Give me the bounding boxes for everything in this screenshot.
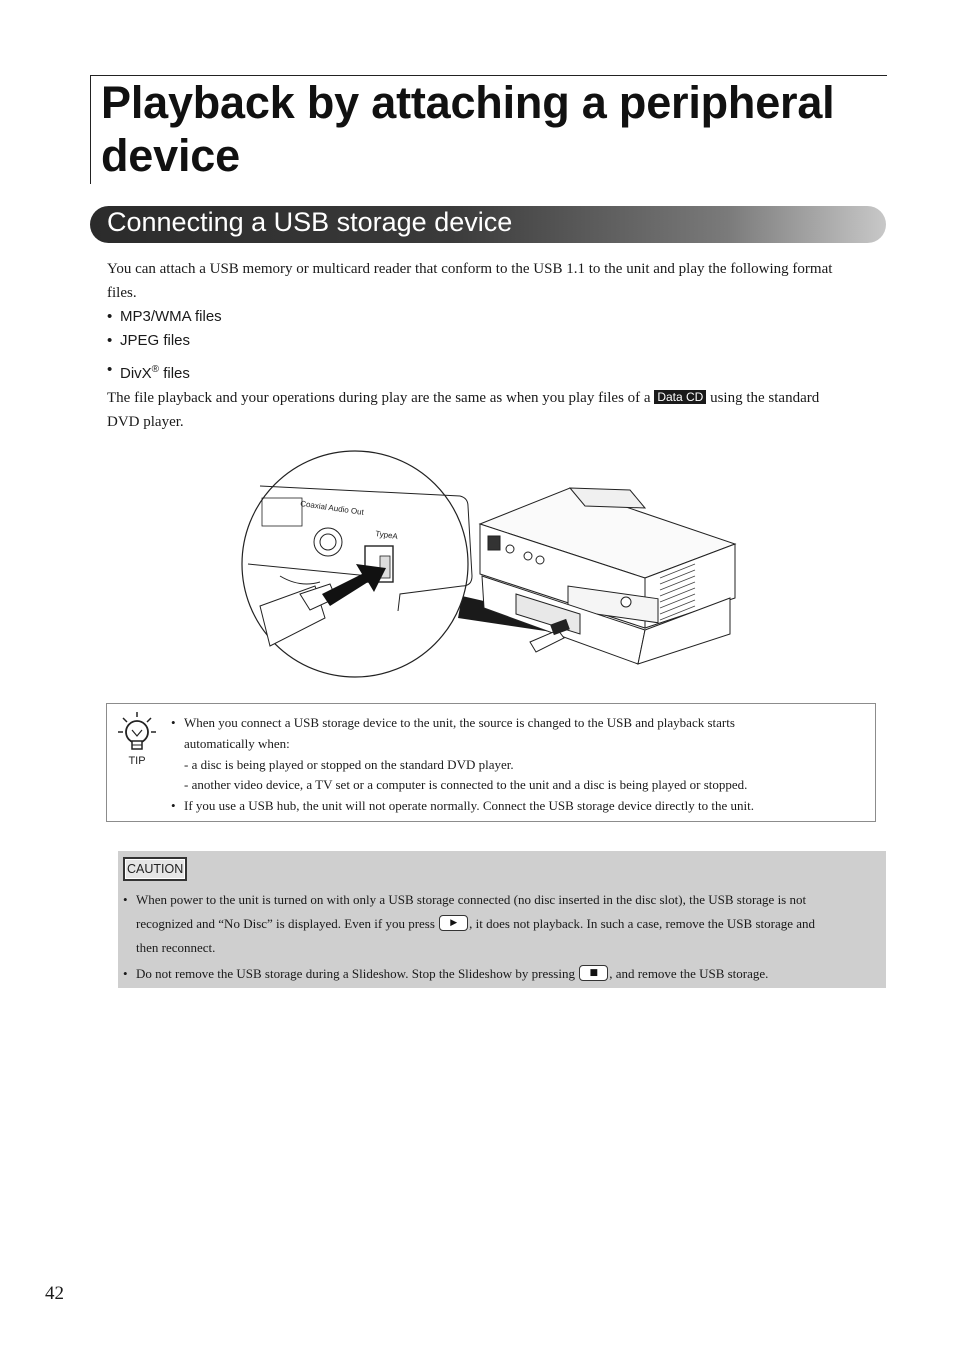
- tip-item-1-line-2: automatically when:: [184, 735, 290, 751]
- section-heading-bar: [90, 206, 886, 243]
- usb-connection-illustration: [240, 446, 740, 681]
- caution-item-2b: , and remove the USB storage.: [609, 966, 769, 981]
- tip-list: [171, 713, 754, 817]
- title-block: [90, 75, 887, 184]
- caution-item-1-line-2a: recognized and “No Disc” is displayed. Even if you press: [136, 916, 439, 931]
- format-list: [107, 305, 222, 382]
- intro-paragraph: [107, 257, 882, 305]
- data-cd-badge: Data CD: [654, 390, 706, 404]
- playback-text-after: using the standard: [706, 390, 820, 406]
- list-item: • JPEG files: [107, 329, 222, 353]
- list-item: [107, 358, 222, 382]
- page-number: 42: [45, 1283, 64, 1304]
- caution-label: CAUTION: [123, 857, 187, 881]
- tip-item-1-line-1: • When you connect a USB storage device to the unit, the source is changed to the USB and playback starts: [184, 715, 735, 730]
- caution-item-2a: Do not remove the USB storage during a Slideshow. Stop the Slideshow by pressing: [136, 966, 579, 981]
- page-title: Playback by attaching a peripheral device: [101, 77, 835, 181]
- caution-item-1-line-2b: , it does not playback. In such a case, remove the USB storage and: [469, 916, 816, 931]
- section-heading: Connecting a USB storage device: [107, 207, 513, 237]
- stop-icon: ■: [579, 965, 608, 981]
- playback-text-before: The file playback and your operations during play are the same as when you play files of a: [107, 390, 655, 406]
- playback-paragraph: [107, 386, 882, 434]
- list-item: [123, 962, 883, 986]
- type-a-label: TypeA: [374, 529, 399, 542]
- divx-suffix: files: [159, 365, 190, 382]
- registered-mark: ®: [151, 364, 160, 375]
- tip-item-1-sub-2: - another video device, a TV set or a computer is connected to the unit and a disc is being played or stopped.: [184, 777, 748, 793]
- play-icon: ▶: [439, 915, 468, 931]
- tip-label: TIP: [128, 755, 146, 766]
- tip-box: [106, 703, 876, 822]
- coaxial-label: Coaxial Audio Out: [299, 499, 365, 517]
- caution-box: [118, 851, 886, 988]
- divx-name: DivX: [120, 365, 152, 382]
- caution-item-1-line-1: When power to the unit is turned on with only a USB storage connected (no disc inserted in the disc slot), the USB storage is not: [136, 892, 807, 907]
- lightbulb-icon: [117, 708, 157, 766]
- caution-item-1-line-3: then reconnect.: [136, 940, 216, 955]
- list-item: [171, 713, 754, 796]
- player-unit-drawing: [480, 488, 735, 664]
- list-item: [123, 888, 883, 960]
- list-item: • If you use a USB hub, the unit will not operate normally. Connect the USB storage device directly to the unit.: [171, 796, 754, 817]
- intro-line-1: You can attach a USB memory or multicard reader that conform to the USB 1.1 to the unit and play the following format: [107, 261, 833, 277]
- caution-list: [123, 888, 883, 986]
- tip-item-1-sub-1: - a disc is being played or stopped on the standard DVD player.: [184, 756, 514, 772]
- intro-line-2: files.: [107, 285, 137, 301]
- list-item: • MP3/WMA files: [107, 305, 222, 329]
- playback-line-2: DVD player.: [107, 414, 184, 430]
